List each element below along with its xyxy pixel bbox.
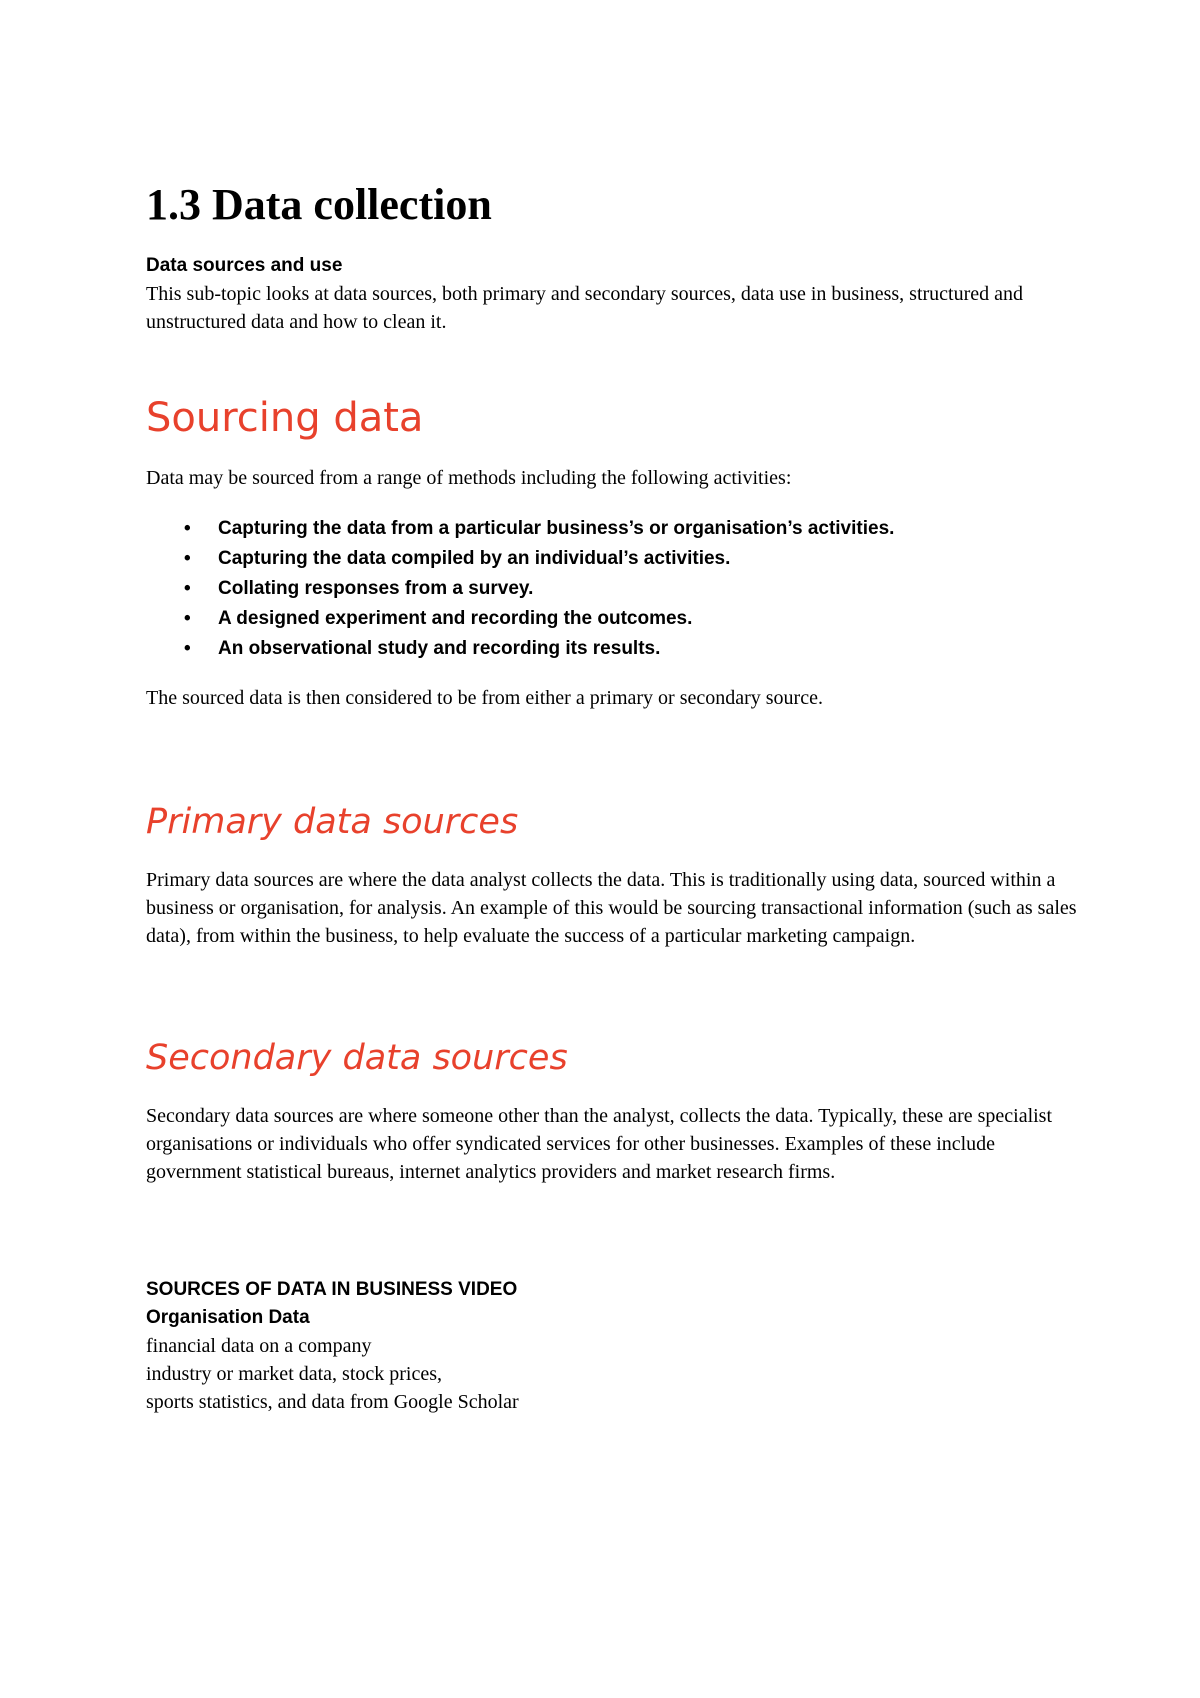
bullet-icon: • (184, 518, 191, 539)
section-heading-sourcing: Sourcing data (146, 395, 424, 441)
section-heading-secondary: Secondary data sources (146, 1038, 568, 1078)
video-line: sports statistics, and data from Google Scholar (146, 1391, 519, 1413)
intro-heading: Data sources and use (146, 255, 343, 276)
list-item: • A designed experiment and recording the outcomes. (146, 604, 1080, 634)
video-heading: SOURCES OF DATA IN BUSINESS VIDEO (146, 1279, 518, 1300)
list-item: • Capturing the data compiled by an individual’s activities. (146, 544, 1080, 574)
video-line: financial data on a company (146, 1335, 372, 1357)
bullet-icon: • (184, 548, 191, 569)
list-item: • An observational study and recording its results. (146, 634, 1080, 664)
page-title: 1.3 Data collection (146, 180, 492, 229)
section-heading-primary: Primary data sources (146, 802, 519, 842)
list-item: • Collating responses from a survey. (146, 574, 1080, 604)
sourcing-bullet-list (146, 514, 1080, 664)
video-subheading: Organisation Data (146, 1307, 310, 1328)
intro-text: This sub-topic looks at data sources, both primary and secondary sources, data use in business, structured and unstructured data and how to clean it. (146, 283, 1024, 333)
bullet-icon: • (184, 638, 191, 659)
sourcing-closing: The sourced data is then considered to be from either a primary or secondary source. (146, 687, 823, 709)
primary-text: Primary data sources are where the data analyst collects the data. This is traditionally using data, sourced within a business or organisation, for analysis. An example of this would be sourcing transactional information (such as sales data), from within the business, to help evaluate the success of a particular marketing campaign. (146, 869, 1077, 947)
bullet-icon: • (184, 608, 191, 629)
list-item: • Capturing the data from a particular business’s or organisation’s activities. (146, 514, 1080, 544)
bullet-icon: • (184, 578, 191, 599)
video-line: industry or market data, stock prices, (146, 1363, 443, 1385)
sourcing-lead: Data may be sourced from a range of methods including the following activities: (146, 467, 792, 489)
secondary-text: Secondary data sources are where someone other than the analyst, collects the data. Typically, these are specialist organisations or individuals who offer syndicated services for other businesses. Examples of these include government statistical bureaus, internet analytics providers and market research firms. (146, 1105, 1053, 1183)
